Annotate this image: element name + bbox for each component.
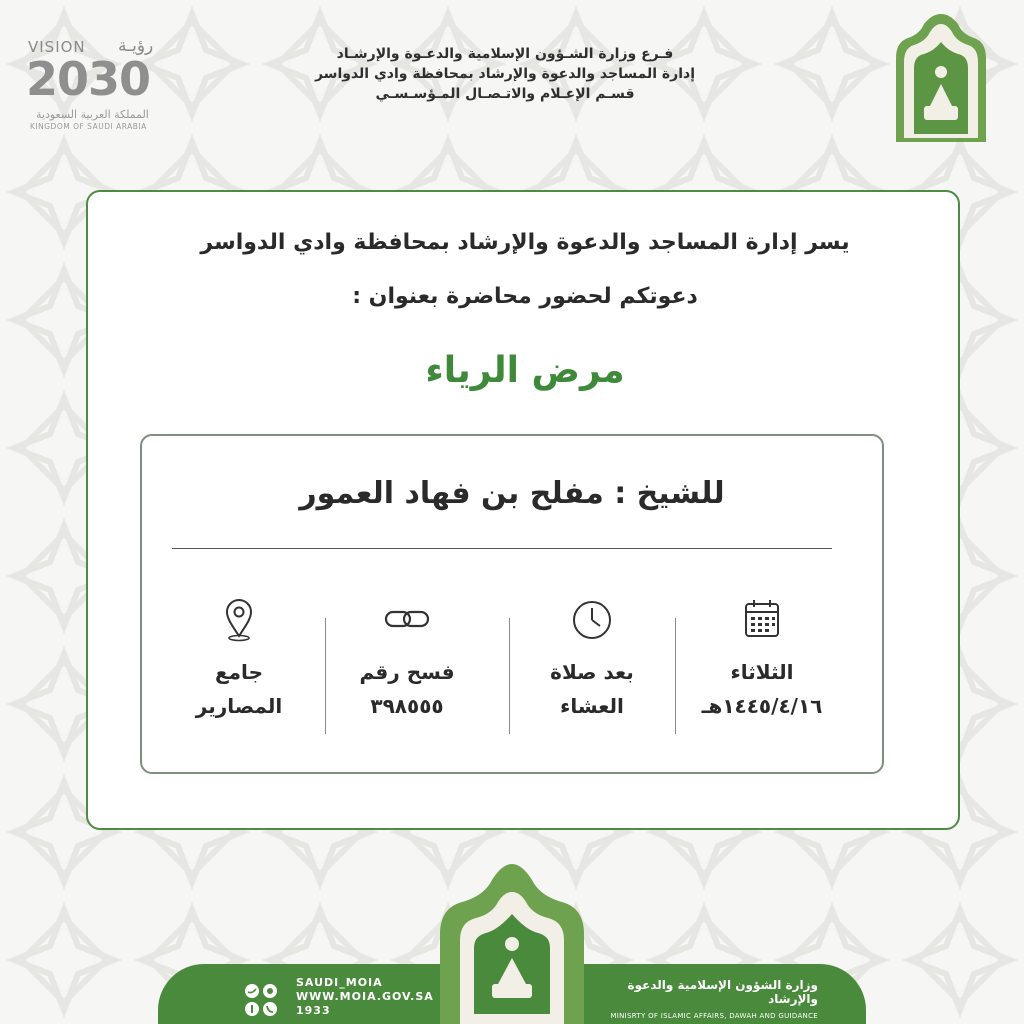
ministry-emblem <box>890 14 992 144</box>
phone-number: 1933 <box>296 1004 331 1017</box>
invitation-line-2: دعوتكم لحضور محاضرة بعنوان : <box>352 284 698 309</box>
vision-arabic-label: رؤيـة <box>118 36 154 56</box>
speaker-name: للشيخ : مفلح بن فهاد العمور <box>299 476 725 511</box>
twitter-icon[interactable] <box>245 984 259 998</box>
org-line-2: إدارة المساجد والدعوة والإرشاد بمحافظة وادي الدواسر <box>314 66 696 82</box>
location-pin-icon <box>222 596 256 642</box>
detail-location-label: جامع <box>215 660 263 684</box>
detail-date-day: الثلاثاء <box>730 660 794 684</box>
phone-icon[interactable] <box>263 1002 277 1016</box>
detail-location-name: المصارير <box>195 694 283 718</box>
column-separator <box>325 618 326 734</box>
invitation-card <box>86 190 960 830</box>
vision-year: 2030 <box>26 52 151 106</box>
divider-line <box>172 548 832 549</box>
social-icons-group <box>242 982 282 1018</box>
lecture-details-box <box>140 434 884 774</box>
snapchat-icon[interactable] <box>263 984 277 998</box>
column-separator <box>509 618 510 734</box>
vision-label: VISION <box>28 38 86 56</box>
detail-time-label: بعد صلاة <box>550 660 634 684</box>
kingdom-arabic-label: المملكة العربية السعودية <box>36 108 149 121</box>
detail-permit-number: ٣٩٨٥٥٥ <box>370 694 444 718</box>
detail-time <box>507 596 677 746</box>
facebook-icon[interactable] <box>245 1002 259 1016</box>
footer-ministry-name <box>598 978 818 1020</box>
ministry-english-name: MINISRTY OF ISLAMIC AFFAIRS, DAWAH AND GUIDANCE <box>610 1012 818 1020</box>
detail-time-value: العشاء <box>560 694 624 718</box>
website-link[interactable]: WWW.MOIA.GOV.SA <box>296 990 434 1003</box>
detail-date-value: ١٤٤٥/٤/١٦هـ <box>701 694 823 718</box>
org-line-1: فـرع وزارة الشـؤون الإسلامية والدعـوة والإرشـاد <box>336 46 674 62</box>
detail-date <box>677 596 847 746</box>
invitation-line-1: يسر إدارة المساجد والدعوة والإرشاد بمحافظة وادي الدواسر <box>200 230 850 255</box>
lecture-title: مرض الرياء <box>425 350 625 391</box>
kingdom-english-label: KINGDOM OF SAUDI ARABIA <box>30 122 147 131</box>
social-handle: SAUDI_MOIA <box>296 976 383 989</box>
detail-location <box>154 596 324 746</box>
organization-header <box>300 44 710 104</box>
clock-icon <box>570 596 614 642</box>
link-icon <box>382 596 432 642</box>
detail-permit <box>322 596 492 746</box>
detail-permit-label: فسح رقم <box>359 660 455 684</box>
vision-2030-logo <box>22 34 162 131</box>
footer-ministry-emblem <box>432 864 592 1024</box>
ministry-arabic-name: وزارة الشؤون الإسلامية والدعوة والإرشاد <box>627 978 818 1006</box>
calendar-icon <box>742 596 782 642</box>
footer-contact-block <box>296 976 434 1018</box>
org-line-3: قسـم الإعـلام والاتـصـال المـؤسـسـي <box>375 86 635 102</box>
